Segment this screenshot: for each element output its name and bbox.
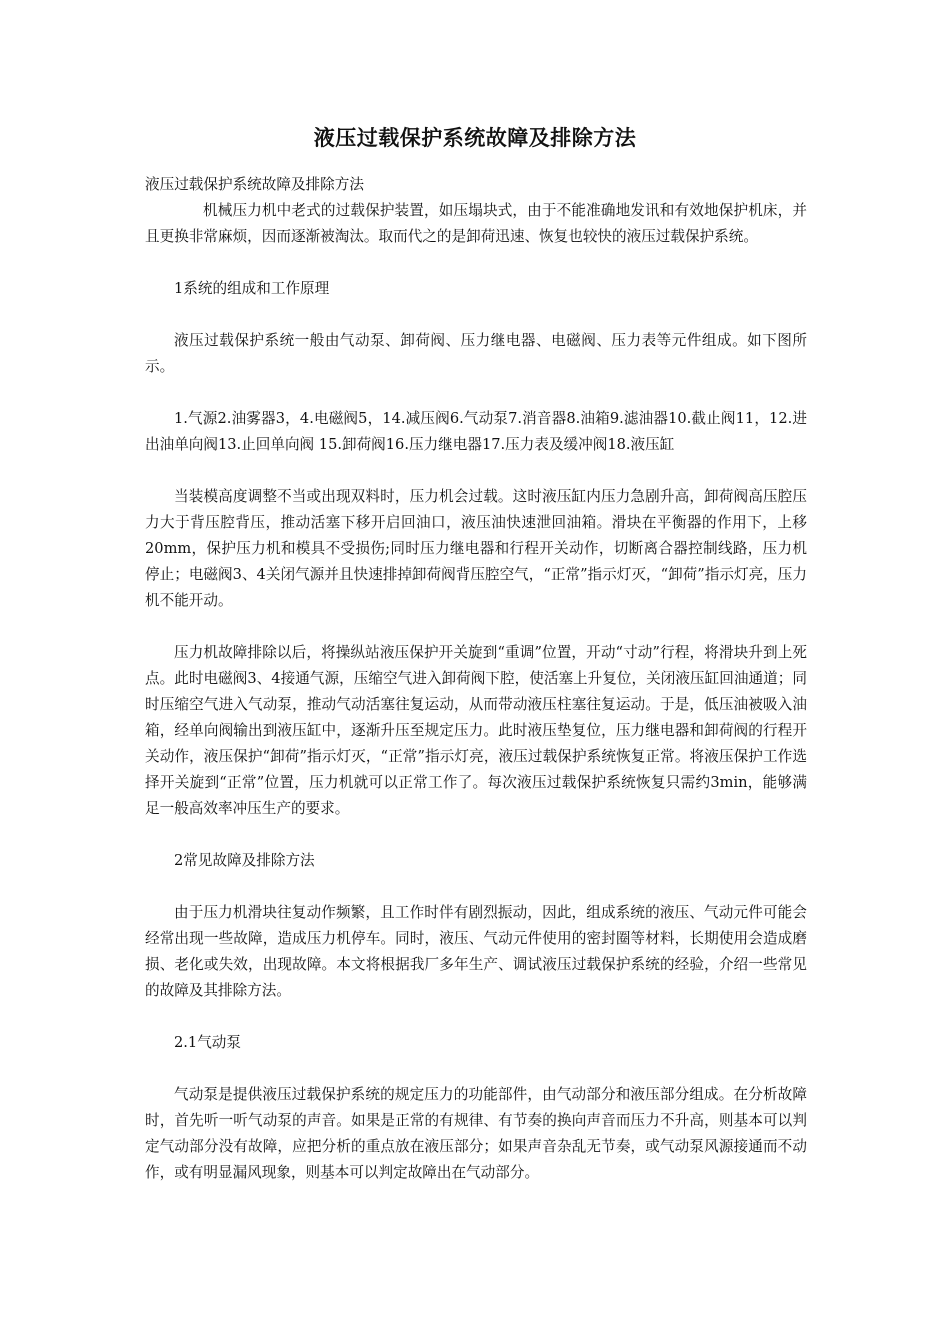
section-1-paragraph-1: 液压过载保护系统一般由气动泵、卸荷阀、压力继电器、电磁阀、压力表等元件组成。如下图所示。 <box>145 332 807 375</box>
document-subtitle: 液压过载保护系统故障及排除方法 <box>145 176 364 193</box>
section-2-1-paragraph-1: 气动泵是提供液压过载保护系统的规定压力的功能部件，由气动部分和液压部分组成。在分析故障时，首先听一听气动泵的声音。如果是正常的有规律、有节奏的换向声音而压力不升高，则基本可以判定气动部分没有故障，应把分析的重点放在液压部分；如果声音杂乱无节奏，或气动泵风源接通而不动作，或有明显漏风现象，则基本可以判定故障出在气动部分。 <box>145 1086 807 1181</box>
section-1-paragraph-3: 压力机故障排除以后，将操纵站液压保护开关旋到“重调”位置，开动“寸动”行程，将滑块升到上死点。此时电磁阀3、4接通气源，压缩空气进入卸荷阀下腔，使活塞上升复位，关闭液压缸回油通道；同时压缩空气进入气动泵，推动气动活塞往复运动，从而带动液压柱塞往复运动。于是，低压油被吸入油箱，经单向阀输出到液压缸中，逐渐升压至规定压力。此时液压垫复位，压力继电器和卸荷阀的行程开关动作，液压保护“卸荷”指示灯灭，“正常”指示灯亮，液压过载保护系统恢复正常。将液压保护工作选择开关旋到“正常”位置，压力机就可以正常工作了。每次液压过载保护系统恢复只需约3min，能够满足一般高效率冲压生产的要求。 <box>145 644 807 817</box>
document-body <box>145 172 807 1186</box>
document-title: 液压过载保护系统故障及排除方法 <box>313 126 637 150</box>
section-2-heading: 2常见故障及排除方法 <box>174 852 315 869</box>
intro-paragraph: 机械压力机中老式的过载保护装置，如压塌块式，由于不能准确地发讯和有效地保护机床，并且更换非常麻烦，因而逐渐被淘汰。取而代之的是卸荷迅速、恢复也较快的液压过载保护系统。 <box>145 202 807 245</box>
section-1-paragraph-2: 当装模高度调整不当或出现双料时，压力机会过载。这时液压缸内压力急剧升高，卸荷阀高压腔压力大于背压腔背压，推动活塞下移开启回油口，液压油快速泄回油箱。滑块在平衡器的作用下，上移20mm，保护压力机和模具不受损伤;同时压力继电器和行程开关动作，切断离合器控制线路，压力机停止；电磁阀3、4关闭气源并且快速排掉卸荷阀背压腔空气，“正常”指示灯灭，“卸荷”指示灯亮，压力机不能开动。 <box>145 488 807 609</box>
section-2-paragraph-1: 由于压力机滑块往复动作频繁，且工作时伴有剧烈振动，因此，组成系统的液压、气动元件可能会经常出现一些故障，造成压力机停车。同时，液压、气动元件使用的密封圈等材料，长期使用会造成磨损、老化或失效，出现故障。本文将根据我厂多年生产、调试液压过载保护系统的经验，介绍一些常见的故障及其排除方法。 <box>145 904 807 999</box>
section-2-1-heading: 2.1气动泵 <box>174 1034 241 1051</box>
section-1-heading: 1系统的组成和工作原理 <box>174 280 330 297</box>
section-1-parts-list: 1.气源2.油雾器3，4.电磁阀5，14.减压阀6.气动泵7.消音器8.油箱9.滤油器10.截止阀11，12.进出油单向阀13.止回单向阀 15.卸荷阀16.压力继电器17.压力表及缓冲阀18.液压缸 <box>145 410 807 453</box>
